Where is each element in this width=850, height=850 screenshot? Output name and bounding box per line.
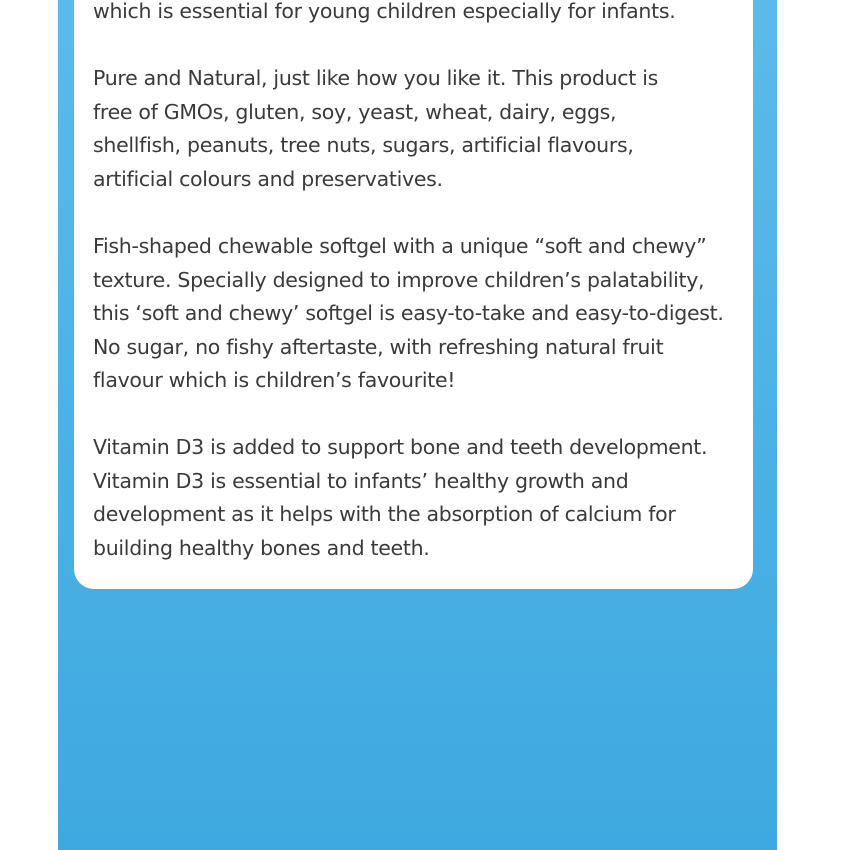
paragraph-line: free of GMOs, gluten, soy, yeast, wheat, dairy, eggs, (93, 99, 617, 124)
paragraph-infants-intro (93, 0, 675, 29)
paragraph-line: Vitamin D3 is added to support bone and teeth development. (93, 435, 708, 459)
paragraph-line: flavour which is children’s favourite! (93, 368, 456, 392)
paragraph-line: shellfish, peanuts, tree nuts, sugars, artificial flavours, (93, 133, 634, 157)
paragraph-line: this ‘soft and chewy’ softgel is easy-to-take and easy-to-digest. (93, 301, 724, 325)
paragraph-line: No sugar, no fishy aftertaste, with refreshing natural fruit (93, 334, 664, 359)
paragraph-vitamin-d3 (93, 431, 707, 565)
paragraph-line: Vitamin D3 is essential to infants’ healthy growth and (93, 468, 629, 493)
paragraph-line: artificial colours and preservatives. (93, 166, 443, 191)
paragraph-line: building healthy bones and teeth. (93, 535, 430, 560)
paragraph-line: Fish-shaped chewable softgel with a unique “soft and chewy” (93, 234, 707, 258)
paragraph-pure-natural (93, 62, 658, 196)
paragraph-line: Pure and Natural, just like how you like it. This product is (93, 66, 658, 90)
paragraph-line: which is essential for young children especially for infants. (93, 0, 676, 23)
paragraph-line: development as it helps with the absorption of calcium for (93, 502, 676, 526)
paragraph-fish-shaped-softgel (93, 230, 724, 398)
paragraph-line: texture. Specially designed to improve children’s palatability, (93, 267, 705, 292)
